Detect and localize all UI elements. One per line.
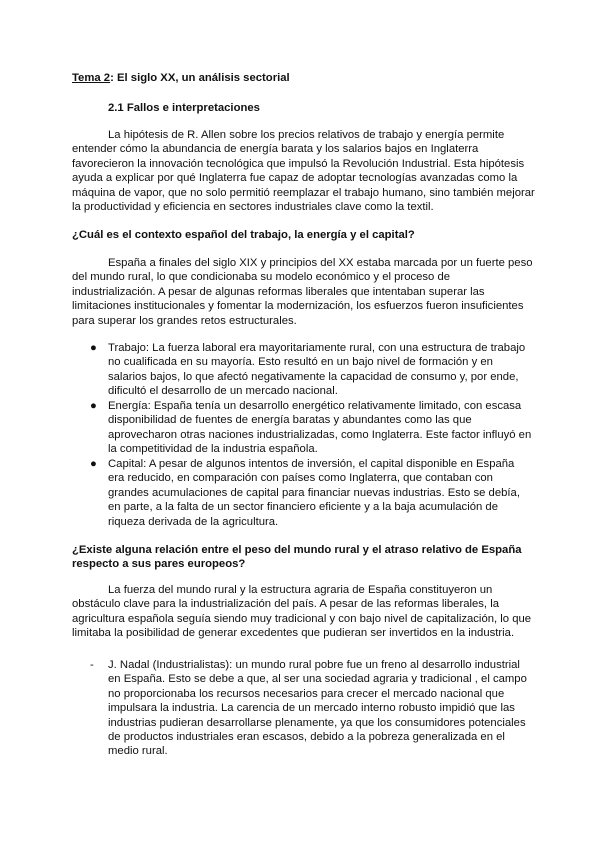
bullet-icon: ●: [90, 342, 97, 354]
dash-item-nadal: [90, 658, 568, 759]
line: limitaciones institucionales y fomentar la modernización, los esfuerzos fueron insuficientes: [72, 300, 524, 313]
question-2: [72, 543, 562, 572]
line: era reducido, en comparación con países como Inglaterra, que contaban con: [108, 472, 493, 485]
line: industrias pudieran desarrollarse plenamente, ya que los consumidores potenciales: [108, 716, 526, 729]
paragraph-2: [72, 256, 562, 328]
title-rest: : El siglo XX, un análisis sectorial: [110, 72, 290, 84]
paragraph-1: [72, 128, 562, 214]
line: industrialización. A pesar de algunas reformas liberales que intentaban superar las: [72, 285, 485, 298]
line: respecto a sus pares europeos?: [72, 558, 246, 571]
line: no proporcionaba los recursos necesarios para crecer el mercado nacional que: [108, 687, 505, 700]
line: salarios bajos, lo que afectó negativamente la capacidad de consumo y, por ende,: [108, 370, 519, 383]
subheading: [72, 101, 562, 115]
line: favorecieron la innovación tecnológica que impulsó la Revolución Industrial. Esta hipótesis: [72, 157, 525, 170]
line: entender cómo la abundancia de energía barata y los salarios bajos en Inglaterra: [72, 143, 479, 156]
dash-marker: -: [90, 659, 94, 671]
line: riqueza derivada de la agricultura.: [108, 515, 279, 528]
line: de productos industriales eran escasos, debido a la pobreza generalizada en el: [108, 730, 505, 743]
line: la competitividad de la industria española.: [108, 443, 318, 456]
line: obstáculo clave para la industrialización del país. A pesar de las reformas liberales, la: [72, 598, 500, 611]
line: aprovecharon otras naciones industrializadas, como Inglaterra. Este factor influyó en: [108, 428, 532, 441]
line: no cualificada en su mayoría. Esto resultó en un bajo nivel de formación y en: [108, 356, 493, 369]
line: grandes acumulaciones de capital para financiar nuevas industrias. Esto se debía,: [108, 486, 520, 499]
line: la productividad y eficiencia en sectores industriales clave como la textil.: [72, 200, 434, 213]
bullet-item-capital: [90, 457, 568, 529]
line: limitaba la posibilidad de generar excedentes que pudieran ser invertidos en la industria.: [72, 627, 515, 640]
line: La fuerza del mundo rural y la estructura agraria de España constituyeron un: [108, 584, 493, 596]
subheading-text: 2.1 Fallos e interpretaciones: [108, 102, 260, 114]
line: para superar los grandes retos estructurales.: [72, 314, 297, 327]
line: en España. Esto se debe a que, al ser una sociedad agraria y tradicional , el campo: [108, 673, 527, 686]
line: ¿Existe alguna relación entre el peso del mundo rural y el atraso relativo de España: [72, 544, 522, 556]
line: ayuda a explicar por qué Inglaterra fue capaz de adoptar tecnologías avanzadas como la: [72, 172, 518, 185]
document-title: [72, 71, 562, 85]
title-underlined: Tema 2: [72, 72, 111, 84]
bullet-item-trabajo: [90, 341, 568, 399]
question-1-text: ¿Cuál es el contexto español del trabajo, la energía y el capital?: [72, 229, 415, 241]
bullet-item-energia: [90, 399, 568, 457]
line: Trabajo: La fuerza laboral era mayoritariamente rural, con una estructura de trabajo: [108, 342, 526, 354]
line: en parte, a la falta de un sector financiero eficiente y a la baja acumulación de: [108, 501, 498, 514]
line: máquina de vapor, que no solo permitió reemplazar el trabajo humano, sino también mejorar: [72, 186, 535, 199]
line: del mundo rural, lo que condicionaba su modelo económico y el proceso de: [72, 271, 451, 284]
line: impulsara la industria. La carencia de un mercado interno robusto impidió que las: [108, 702, 515, 715]
line: España a finales del siglo XIX y principios del XX estaba marcada por un fuerte peso: [108, 257, 533, 269]
line: disponibilidad de fuentes de energía baratas y abundantes como las que: [108, 414, 472, 427]
line: agricultura española seguía siendo muy tradicional y con bajo nivel de capitalización, lo que: [72, 612, 532, 625]
bullet-icon: ●: [90, 458, 97, 470]
question-1: [72, 228, 562, 242]
line: J. Nadal (Industrialistas): un mundo rural pobre fue un freno al desarrollo industrial: [108, 659, 520, 671]
line: Capital: A pesar de algunos intentos de inversión, el capital disponible en España: [108, 458, 515, 470]
line: dificultó el desarrollo de un mercado nacional.: [108, 385, 338, 398]
line: La hipótesis de R. Allen sobre los precios relativos de trabajo y energía permite: [108, 129, 505, 141]
line: Energía: España tenía un desarrollo energético relativamente limitado, con escasa: [108, 400, 522, 412]
line: medio rural.: [108, 745, 168, 758]
bullet-icon: ●: [90, 400, 97, 412]
paragraph-3: [72, 583, 562, 641]
